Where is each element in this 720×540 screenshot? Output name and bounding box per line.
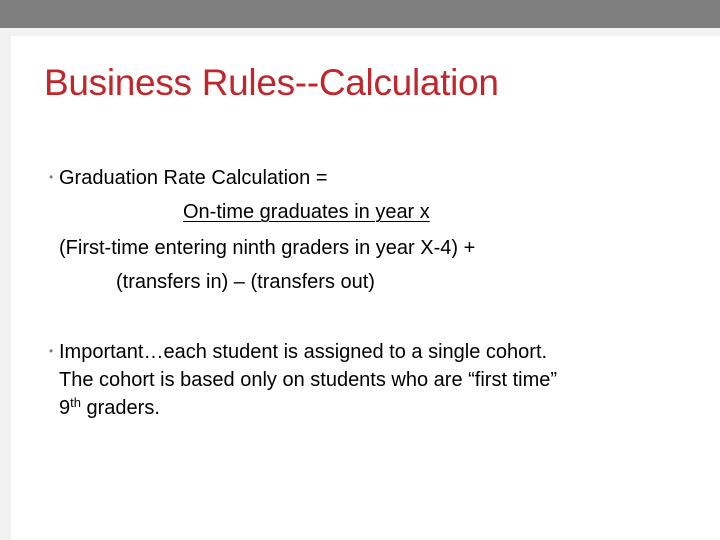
slide-title: Business Rules--Calculation [44, 62, 499, 103]
grade-suffix: graders. [80, 397, 160, 419]
bullet-marker: • [49, 170, 54, 184]
bullet-marker: • [49, 344, 54, 358]
top-accent-bar [0, 0, 720, 28]
cohort-note-line-3 [59, 396, 160, 420]
formula-numerator: On-time graduates in year x [183, 201, 430, 223]
formula-heading: Graduation Rate Calculation = [59, 167, 328, 189]
cohort-note-line-2: The cohort is based only on students who are “first time” [59, 369, 558, 391]
grade-ordinal-superscript: th [70, 395, 81, 410]
slide [11, 36, 720, 540]
formula-denominator-line-2: (transfers in) – (transfers out) [116, 271, 375, 293]
formula-denominator-line-1: (First-time entering ninth graders in year X-4) + [59, 237, 476, 259]
grade-number: 9 [59, 397, 71, 419]
cohort-note-line-1: Important…each student is assigned to a single cohort. [59, 341, 548, 363]
